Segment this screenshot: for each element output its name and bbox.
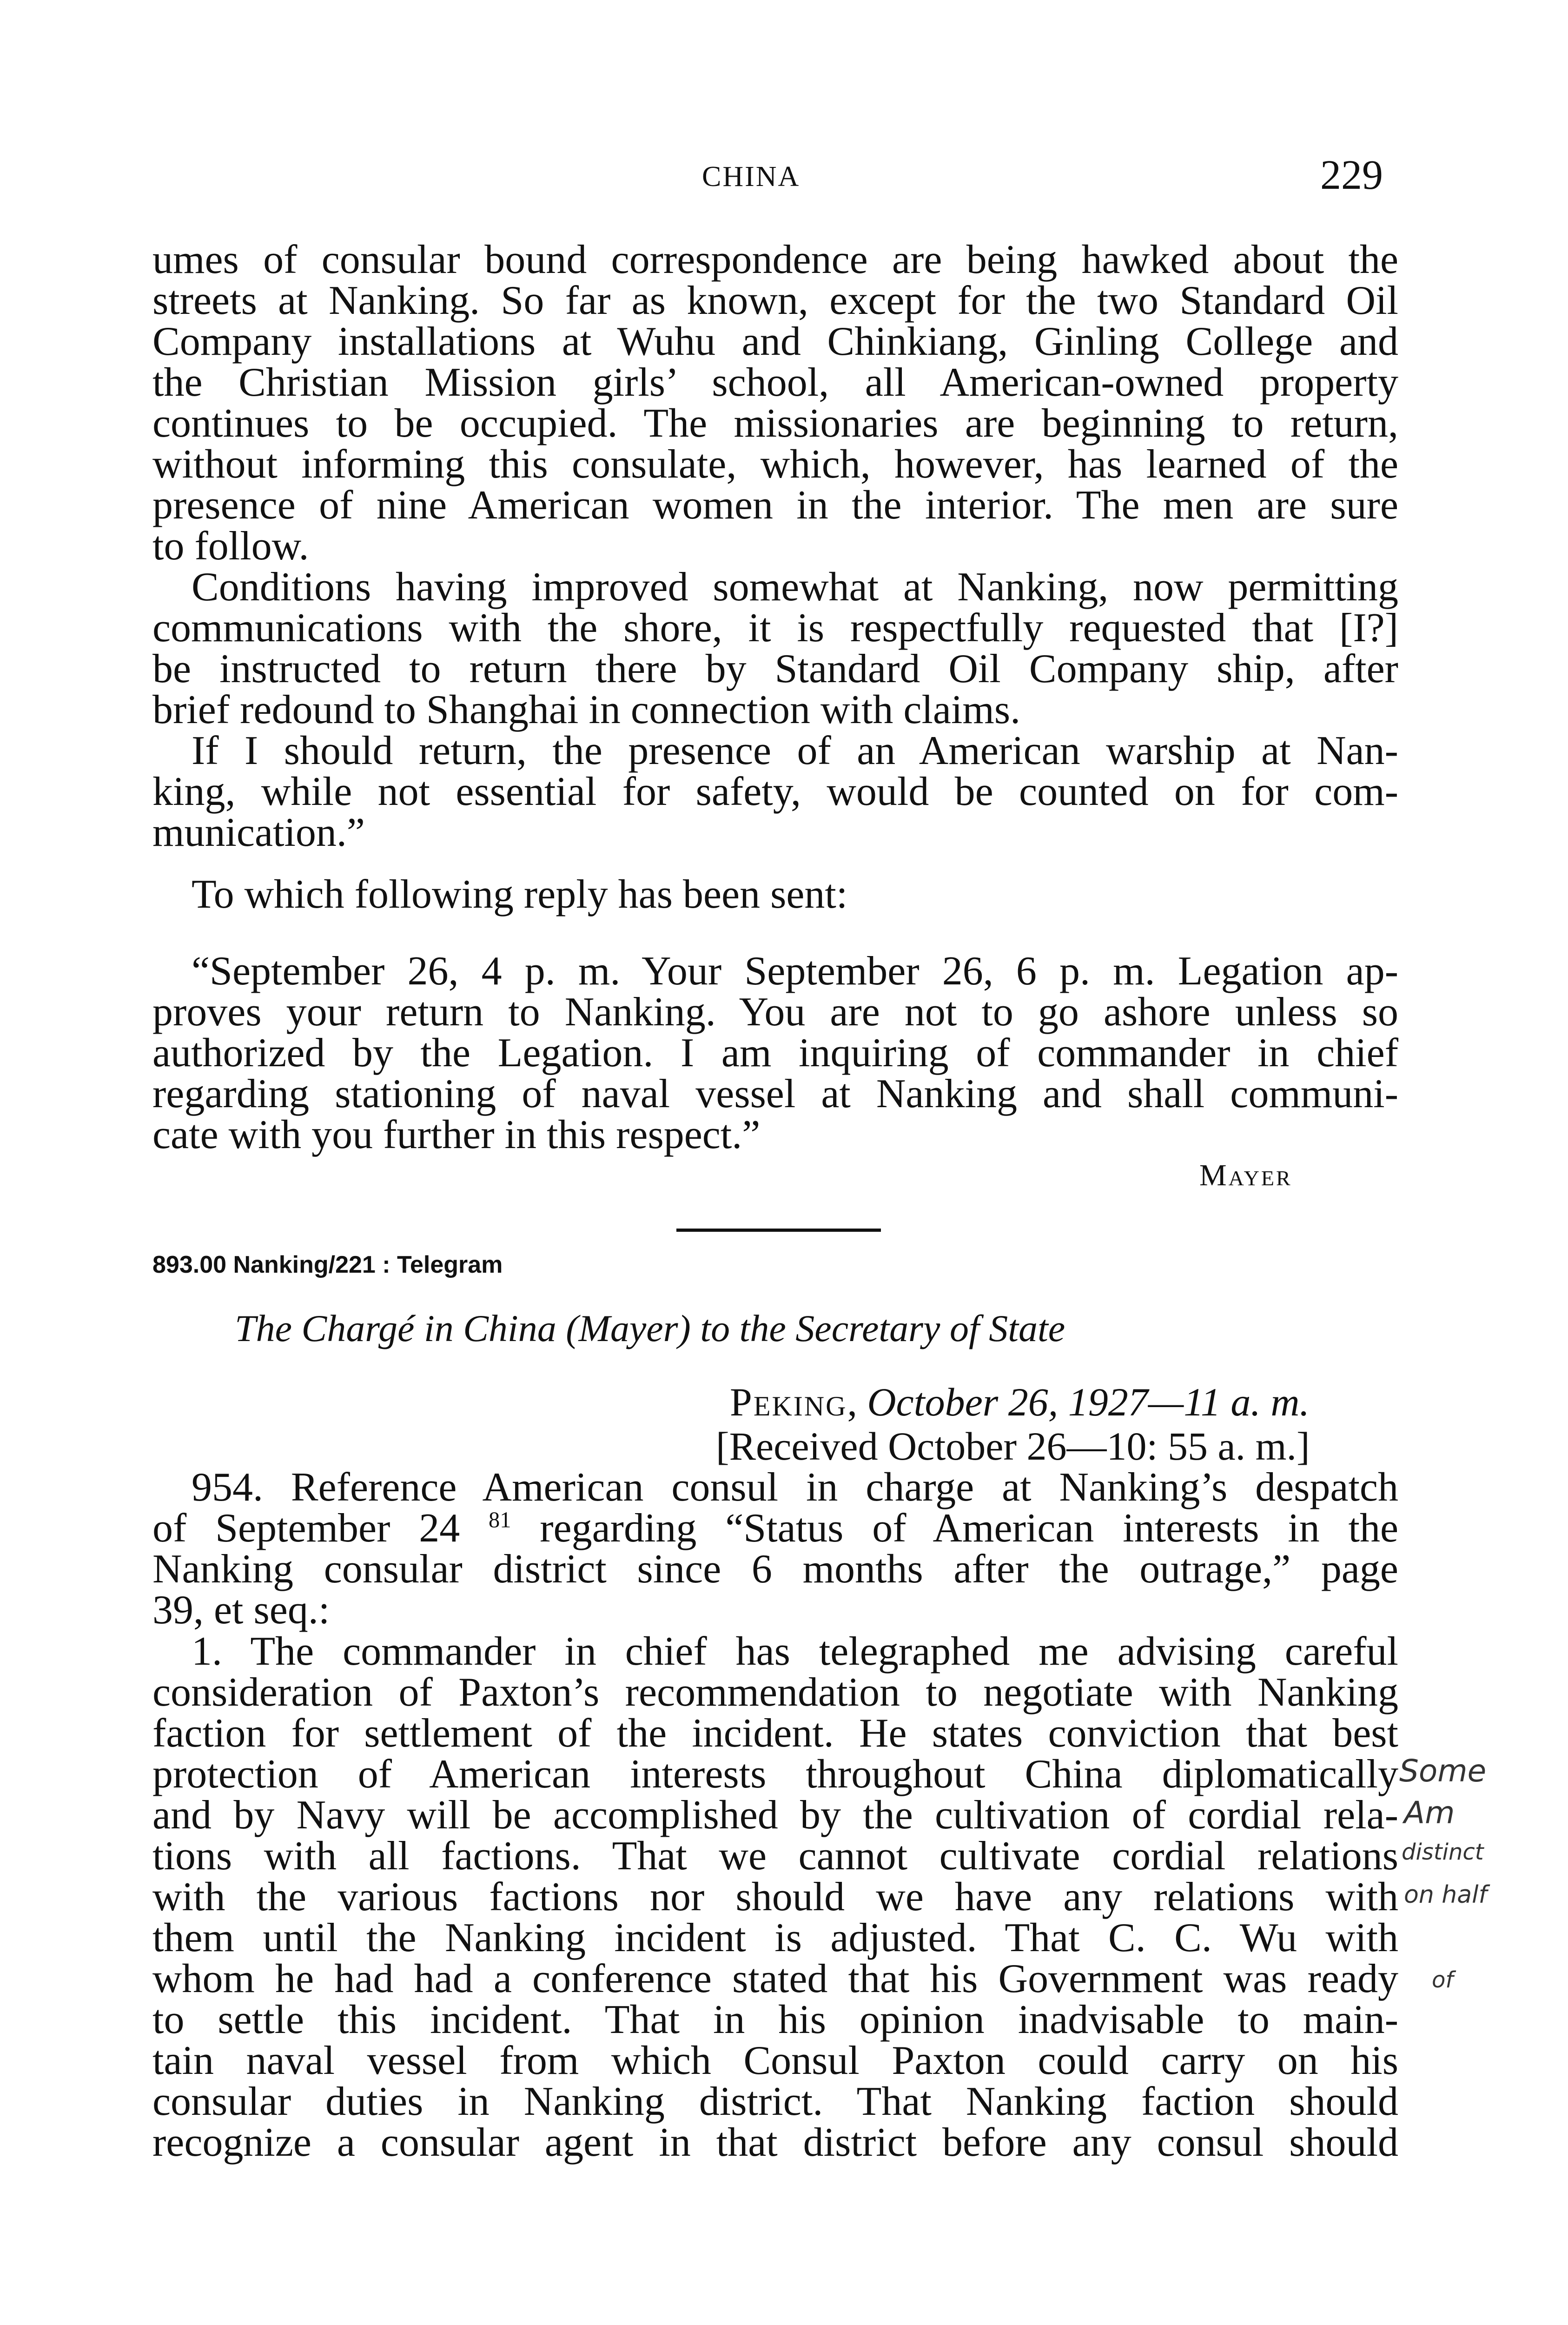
text-line: whom he had had a conference stated that his Government was ready (152, 1956, 1398, 2001)
handwritten-annotation: distinct (1402, 1839, 1484, 1865)
reply-quote (152, 951, 1398, 1156)
text-line: consideration of Paxton’s recommendation to negotiate with Nanking (152, 1670, 1398, 1715)
text-line: 1. The commander in chief has telegraphed me advising careful (192, 1629, 1398, 1674)
dateline: Peking, October 26, 1927—11 a. m. (730, 1380, 1310, 1424)
text-line: king, while not essential for safety, would be counted on for com- (152, 769, 1398, 814)
handwritten-annotation: on half (1404, 1881, 1487, 1909)
text-line: cate with you further in this respect.” (152, 1112, 761, 1157)
running-title: CHINA (702, 161, 801, 193)
dateline-place: Peking (730, 1380, 847, 1424)
paragraph-conditions (152, 567, 1398, 731)
text-line: the Christian Mission girls’ school, all American-owned property (152, 360, 1398, 405)
text-line: communications with the shore, it is respectfully requested that [I?] (152, 605, 1398, 651)
text-line: them until the Nanking incident is adjusted. That C. C. Wu with (152, 1915, 1398, 1960)
text-line: munication.” (152, 810, 365, 855)
document-title: The Chargé in China (Mayer) to the Secretary of State (235, 1307, 1065, 1349)
text-line: streets at Nanking. So far as known, except for the two Standard Oil (152, 278, 1398, 323)
text-line: tions with all factions. That we cannot cultivate cordial relations (152, 1833, 1398, 1879)
text-line: be instructed to return there by Standard Oil Company ship, after (152, 646, 1398, 691)
telegram-paragraph-reference (152, 1467, 1398, 1631)
paragraph-continuation (152, 239, 1398, 567)
text-line-with-footnote: of September 24 $^{81}$ regarding “Status of American interests in the (152, 1506, 1398, 1551)
received-line: [Received October 26—10: 55 a. m.] (716, 1424, 1310, 1468)
reply-intro (192, 874, 1437, 915)
text-line: authorized by the Legation. I am inquiring of commander in chief (152, 1030, 1398, 1076)
telegram-paragraph-1 (152, 1631, 1398, 2163)
text-line: brief redound to Shanghai in connection with claims. (152, 687, 1021, 732)
page-number: 229 (1320, 152, 1383, 198)
dateline-date: October 26, 1927—11 a. m. (867, 1380, 1310, 1424)
text-line: protection of American interests throughout China diplomatically (152, 1752, 1398, 1797)
text-line: proves your return to Nanking. You are not to go ashore unless so (152, 990, 1398, 1035)
text-line: Conditions having improved somewhat at Nanking, now permitting (192, 565, 1398, 610)
text-line: If I should return, the presence of an American warship at Nan- (192, 728, 1398, 773)
text-line: to follow. (152, 524, 309, 569)
text-line: with the various factions nor should we have any relations with (152, 1874, 1398, 1920)
text-line: faction for settlement of the incident. He states conviction that best (152, 1711, 1398, 1756)
handwritten-annotation: Am (1404, 1795, 1455, 1831)
text-line: umes of consular bound correspondence are being hawked about the (152, 237, 1398, 282)
text-line: Nanking consular district since 6 months after the outrage,” page (152, 1547, 1398, 1592)
file-reference: 893.00 Nanking/221 : Telegram (152, 1251, 503, 1278)
text-line: recognize a consular agent in that district before any consul should (152, 2120, 1398, 2165)
section-divider (676, 1229, 881, 1232)
text-line: to settle this incident. That in his opinion inadvisable to main- (152, 1997, 1398, 2042)
text-line: continues to be occupied. The missionaries are beginning to return, (152, 401, 1398, 446)
text-line: presence of nine American women in the interior. The men are sure (152, 483, 1398, 528)
text-line: regarding stationing of naval vessel at Nanking and shall communi- (152, 1071, 1398, 1116)
text-line: tain naval vessel from which Consul Paxton could carry on his (152, 2038, 1398, 2083)
text-line: consular duties in Nanking district. That Nanking faction should (152, 2079, 1398, 2124)
footnote-mark: 81 (489, 1508, 511, 1533)
text-line: without informing this consulate, which, however, has learned of the (152, 442, 1398, 487)
text-line: 954. Reference American consul in charge at Nanking’s despatch (192, 1465, 1398, 1510)
text-line: Company installations at Wuhu and Chinkiang, Ginling College and (152, 319, 1398, 364)
text-line: To which following reply has been sent: (192, 872, 848, 917)
handwritten-annotation: Some (1399, 1753, 1487, 1789)
handwritten-annotation: of (1432, 1967, 1454, 1993)
text-line: “September 26, 4 p. m. Your September 26, 6 p. m. Legation ap- (192, 949, 1398, 994)
paragraph-if-return (152, 728, 1398, 855)
text-line: and by Navy will be accomplished by the cultivation of cordial rela- (152, 1793, 1398, 1838)
signature: Mayer (1199, 1158, 1292, 1192)
text-line: 39, et seq.: (152, 1588, 330, 1633)
